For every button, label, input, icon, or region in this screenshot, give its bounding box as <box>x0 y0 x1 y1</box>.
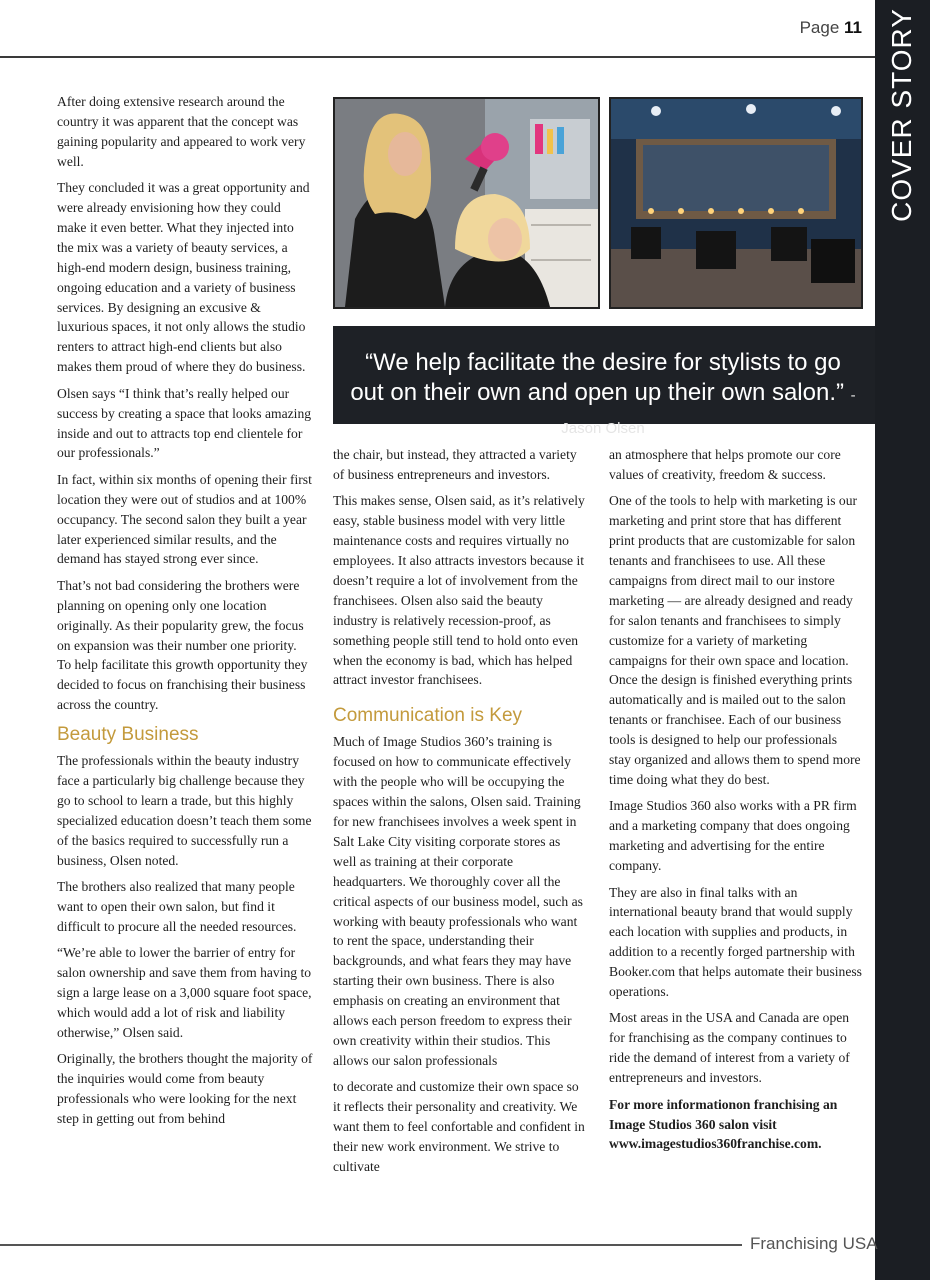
page-number: Page 11 <box>799 18 862 37</box>
article-column-3 <box>609 445 862 1161</box>
footer-publication: Franchising USA <box>750 1234 878 1253</box>
article-column-1 <box>57 92 313 1136</box>
paragraph: This makes sense, Olsen said, as it’s relatively easy, stable business model with very little maintenance costs and requires virtually no employees. It also attracts investors because it doesn’t require a lot of involvement from the franchisees. Olsen also said the beauty industry is relatively recession-proof, as something people still tend to hold onto even when the economy is bad, which has helped attract investor franchisees. <box>333 493 585 688</box>
top-rule <box>0 56 875 58</box>
paragraph: The professionals within the beauty industry face a particularly big challenge because they go to school to learn a trade, but this highly specialized education doesn’t teach them some of the basics required to successfully run a business, Olsen noted. <box>57 753 312 868</box>
salon-interior-illustration <box>611 99 861 307</box>
bottom-rule <box>0 1244 742 1246</box>
section-tab: COVER STORY <box>886 8 917 222</box>
section-heading-communication: Communication is Key <box>333 705 523 727</box>
franchise-info-callout: For more informationon franchising an Image Studios 360 salon visit www.imagestudios360franchise.com. <box>609 1096 838 1152</box>
paragraph: In fact, within six months of opening their first location they were out of studios and at 100% occupancy. The second salon they built a year later experienced similar results, and the demand has stayed strong ever since. <box>57 471 312 567</box>
stylist-photo <box>333 97 600 309</box>
paragraph: One of the tools to help with marketing is our marketing and print store that has different print products that are customizable for salon tenants and franchisees to use. All these campaigns from direct mail to our instore marketing — are already designed and ready for salon tenants and franchisees to simply customize for a variety of marketing campaigns for their own space and location. Once the design is finished everything prints automatically and is mailed out to the salon tenants or franchisee. Each of our business tools is designed to help our professionals stay organized and allows them to spend more time doing what they do best. <box>609 493 861 787</box>
paragraph: to decorate and customize their own space so it reflects their personality and creativity. We want them to feel confortable and confident in their new work environment. We strive to cultivate <box>333 1079 585 1174</box>
paragraph: They concluded it was a great opportunity and were already envisioning how they could make it even better. What they injected into the mix was a variety of beauty services, a high-end modern design, business training, ongoing education and a variety of business services. By designing an excusive & luxurious spaces, it not only allows the studio renters to attract high-end clients but also makes them proud of where they do business. <box>57 180 310 375</box>
paragraph: an atmosphere that helps promote our core values of creativity, freedom & success. <box>609 447 841 482</box>
paragraph: Image Studios 360 also works with a PR firm and a marketing company that does ongoing marketing and advertising for the entire company. <box>609 798 857 874</box>
paragraph: Olsen says “I think that’s really helped our success by creating a space that looks amazing inside and out to attracts top end clientele for our professionals.” <box>57 385 312 461</box>
pull-quote <box>333 326 875 437</box>
section-heading-beauty-business: Beauty Business <box>57 724 199 746</box>
quote-text: “We help facilitate the desire for stylists to go out on their own and open up their own salon.” <box>350 349 844 406</box>
paragraph: They are also in final talks with an international beauty brand that would supply each location with supplies and products, in addition to a recently forged partnership with Booker.com that helps automate their business operations. <box>609 884 862 1000</box>
quote-attribution: - Jason Olsen <box>561 387 856 437</box>
article-column-2 <box>333 445 586 1183</box>
paragraph: The brothers also realized that many people want to open their own salon, but find it difficult to procure all the needed resources. <box>57 879 297 934</box>
salon-interior-photo <box>609 97 863 309</box>
paragraph: Much of Image Studios 360’s training is focused on how to communicate effectively with the people who will be occupying the spaces within the salons, Olsen said. Training for new franchisees involves a week spent in Salt Lake City visiting corporate stores as well as training at their corporate headquarters. We thoroughly cover all the critical aspects of our business model, such as working with beauty professionals who want to rent the space, understanding their backgrounds, and what fears they may have starting their own business. There is also emphasis on creating an environment that allows each person freedom to express their own creativity within their studios. This allows our salon professionals <box>333 734 583 1068</box>
paragraph: That’s not bad considering the brothers were planning on opening only one location originally. As their popularity grew, the focus on expansion was their number one priority. To help facilitate this growth opportunity they decided to focus on franchising their business across the country. <box>57 577 308 713</box>
paragraph: the chair, but instead, they attracted a variety of business entrepreneurs and investors. <box>333 447 577 482</box>
paragraph: Originally, the brothers thought the majority of the inquiries would come from beauty professionals who were looking for the next step in getting out from behind <box>57 1051 313 1127</box>
stylist-illustration <box>335 99 598 307</box>
paragraph: After doing extensive research around the country it was apparent that the concept was gaining popularity and appeared to work very well. <box>57 94 306 169</box>
paragraph: “We’re able to lower the barrier of entry for salon ownership and save them from having to sign a large lease on a 3,000 square foot space, which would add a lot of risk and liability otherwise,” Olsen said. <box>57 945 312 1040</box>
paragraph: Most areas in the USA and Canada are open for franchising as the company continues to ride the demand of interest from a variety of entrepreneurs and investors. <box>609 1010 850 1086</box>
